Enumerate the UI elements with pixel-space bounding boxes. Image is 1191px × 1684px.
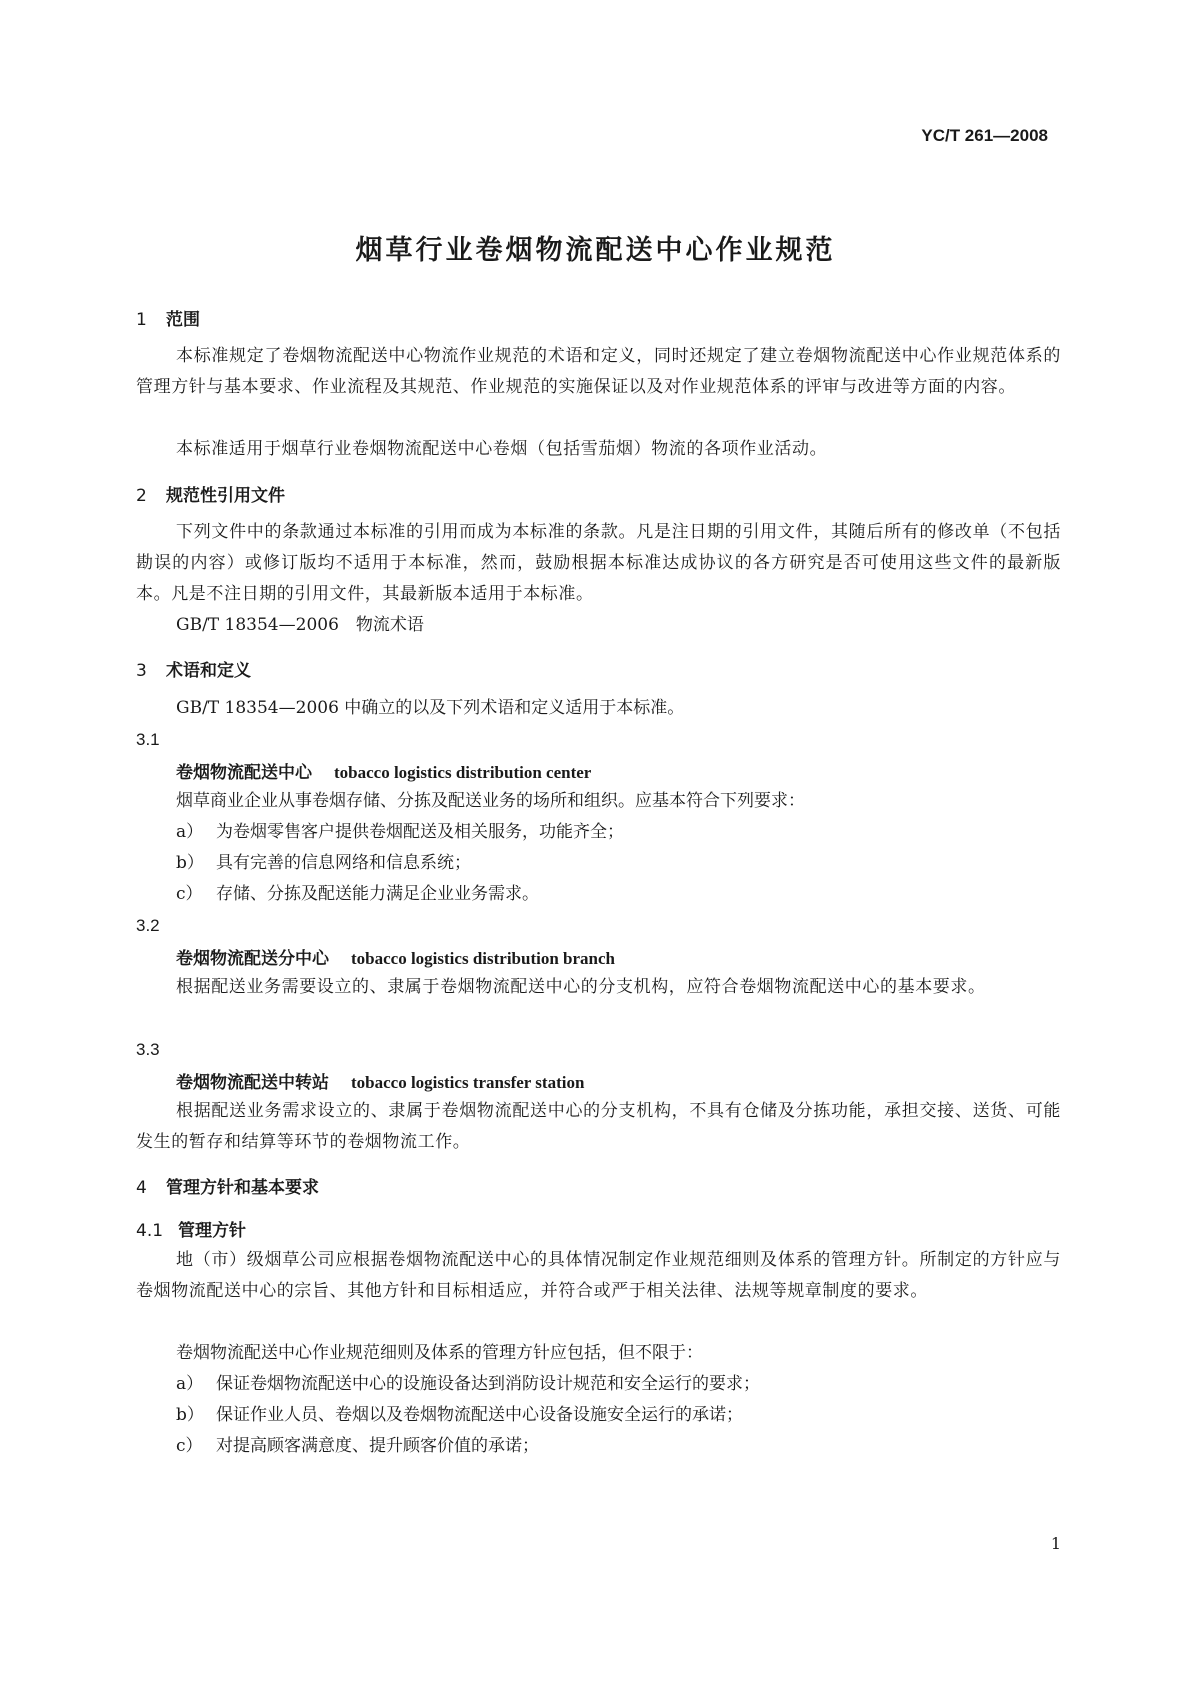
list-text: 对提高顾客满意度、提升顾客价值的承诺；: [216, 1436, 539, 1456]
section-title: 规范性引用文件: [166, 486, 285, 506]
list-item: [176, 1431, 539, 1462]
term-3-3-title: [176, 1068, 584, 1093]
list-item: [176, 817, 624, 848]
standard-code: YC/T 261—2008: [921, 126, 1048, 145]
term-3-1-definition: 烟草商业企业从事卷烟存储、分拣及配送业务的场所和组织。应基本符合下列要求：: [176, 791, 805, 811]
section-number: 3: [136, 661, 147, 681]
list-marker: a）: [176, 1374, 204, 1394]
list-text: 存储、分拣及配送能力满足企业业务需求。: [216, 884, 539, 904]
term-3-2-number: 3.2: [136, 916, 160, 935]
section-3-intro: GB/T 18354—2006 中确立的以及下列术语和定义适用于本标准。: [176, 698, 685, 718]
term-chinese: 卷烟物流配送分中心: [176, 949, 329, 969]
subsection-4-1-paragraph-1: 地（市）级烟草公司应根据卷烟物流配送中心的具体情况制定作业规范细则及体系的管理方针。所制定的方针应与卷烟物流配送中心的宗旨、其他方针和目标相适应，并符合或严于相关法律、法规等规章制度的要求。: [136, 1250, 1061, 1301]
section-1-paragraph-1: 本标准规定了卷烟物流配送中心物流作业规范的术语和定义，同时还规定了建立卷烟物流配送中心作业规范体系的管理方针与基本要求、作业流程及其规范、作业规范的实施保证以及对作业规范体系的评审与改进等方面的内容。: [136, 346, 1061, 397]
list-text: 具有完善的信息网络和信息系统；: [216, 853, 471, 873]
list-marker: b）: [176, 853, 204, 873]
term-english: tobacco logistics distribution branch: [351, 949, 615, 968]
list-item: [176, 848, 471, 879]
term-chinese: 卷烟物流配送中转站: [176, 1073, 329, 1093]
list-item: [176, 879, 539, 910]
list-text: 保证卷烟物流配送中心的设施设备达到消防设计规范和安全运行的要求；: [216, 1374, 760, 1394]
list-text: 保证作业人员、卷烟以及卷烟物流配送中心设备设施安全运行的承诺；: [216, 1405, 743, 1425]
term-3-1-number: 3.1: [136, 730, 160, 749]
section-title: 术语和定义: [166, 661, 251, 681]
section-number: 4: [136, 1178, 147, 1198]
list-text: 为卷烟零售客户提供卷烟配送及相关服务，功能齐全；: [216, 822, 624, 842]
subsection-title: 管理方针: [178, 1221, 246, 1241]
term-3-3-number: 3.3: [136, 1040, 160, 1059]
term-english: tobacco logistics distribution center: [334, 763, 592, 782]
subsection-4-1-paragraph-2: 卷烟物流配送中心作业规范细则及体系的管理方针应包括，但不限于：: [176, 1343, 703, 1363]
list-marker: c）: [176, 1436, 203, 1456]
section-4-heading: [136, 1173, 319, 1198]
document-title: 烟草行业卷烟物流配送中心作业规范: [355, 235, 836, 266]
subsection-4-1-heading: [136, 1216, 246, 1241]
section-title: 管理方针和基本要求: [166, 1178, 319, 1198]
term-3-2-definition: 根据配送业务需要设立的、隶属于卷烟物流配送中心的分支机构，应符合卷烟物流配送中心的基本要求。: [176, 977, 986, 997]
term-3-3-definition: 根据配送业务需求设立的、隶属于卷烟物流配送中心的分支机构，不具有仓储及分拣功能，承担交接、送货、可能发生的暂存和结算等环节的卷烟物流工作。: [136, 1101, 1061, 1152]
list-marker: a）: [176, 822, 204, 842]
section-title: 范围: [166, 310, 200, 330]
section-1-paragraph-2: 本标准适用于烟草行业卷烟物流配送中心卷烟（包括雪茄烟）物流的各项作业活动。: [176, 439, 828, 459]
section-number: 2: [136, 486, 147, 506]
list-item: [176, 1400, 743, 1431]
term-english: tobacco logistics transfer station: [351, 1073, 585, 1092]
list-item: [176, 1369, 760, 1400]
subsection-number: 4.1: [136, 1221, 164, 1241]
list-marker: b）: [176, 1405, 204, 1425]
normative-reference: GB/T 18354—2006 物流术语: [176, 615, 424, 635]
section-2-heading: [136, 481, 285, 506]
section-1-heading: [136, 305, 200, 330]
page-number: 1: [1050, 1534, 1061, 1553]
section-3-heading: [136, 656, 251, 681]
term-3-1-title: [176, 758, 591, 783]
section-2-paragraph-1: 下列文件中的条款通过本标准的引用而成为本标准的条款。凡是注日期的引用文件，其随后所有的修改单（不包括勘误的内容）或修订版均不适用于本标准，然而，鼓励根据本标准达成协议的各方研究是否可使用这些文件的最新版本。凡是不注日期的引用文件，其最新版本适用于本标准。: [136, 522, 1061, 604]
term-3-2-title: [176, 944, 615, 969]
term-chinese: 卷烟物流配送中心: [176, 763, 312, 783]
section-number: 1: [136, 310, 147, 330]
list-marker: c）: [176, 884, 203, 904]
